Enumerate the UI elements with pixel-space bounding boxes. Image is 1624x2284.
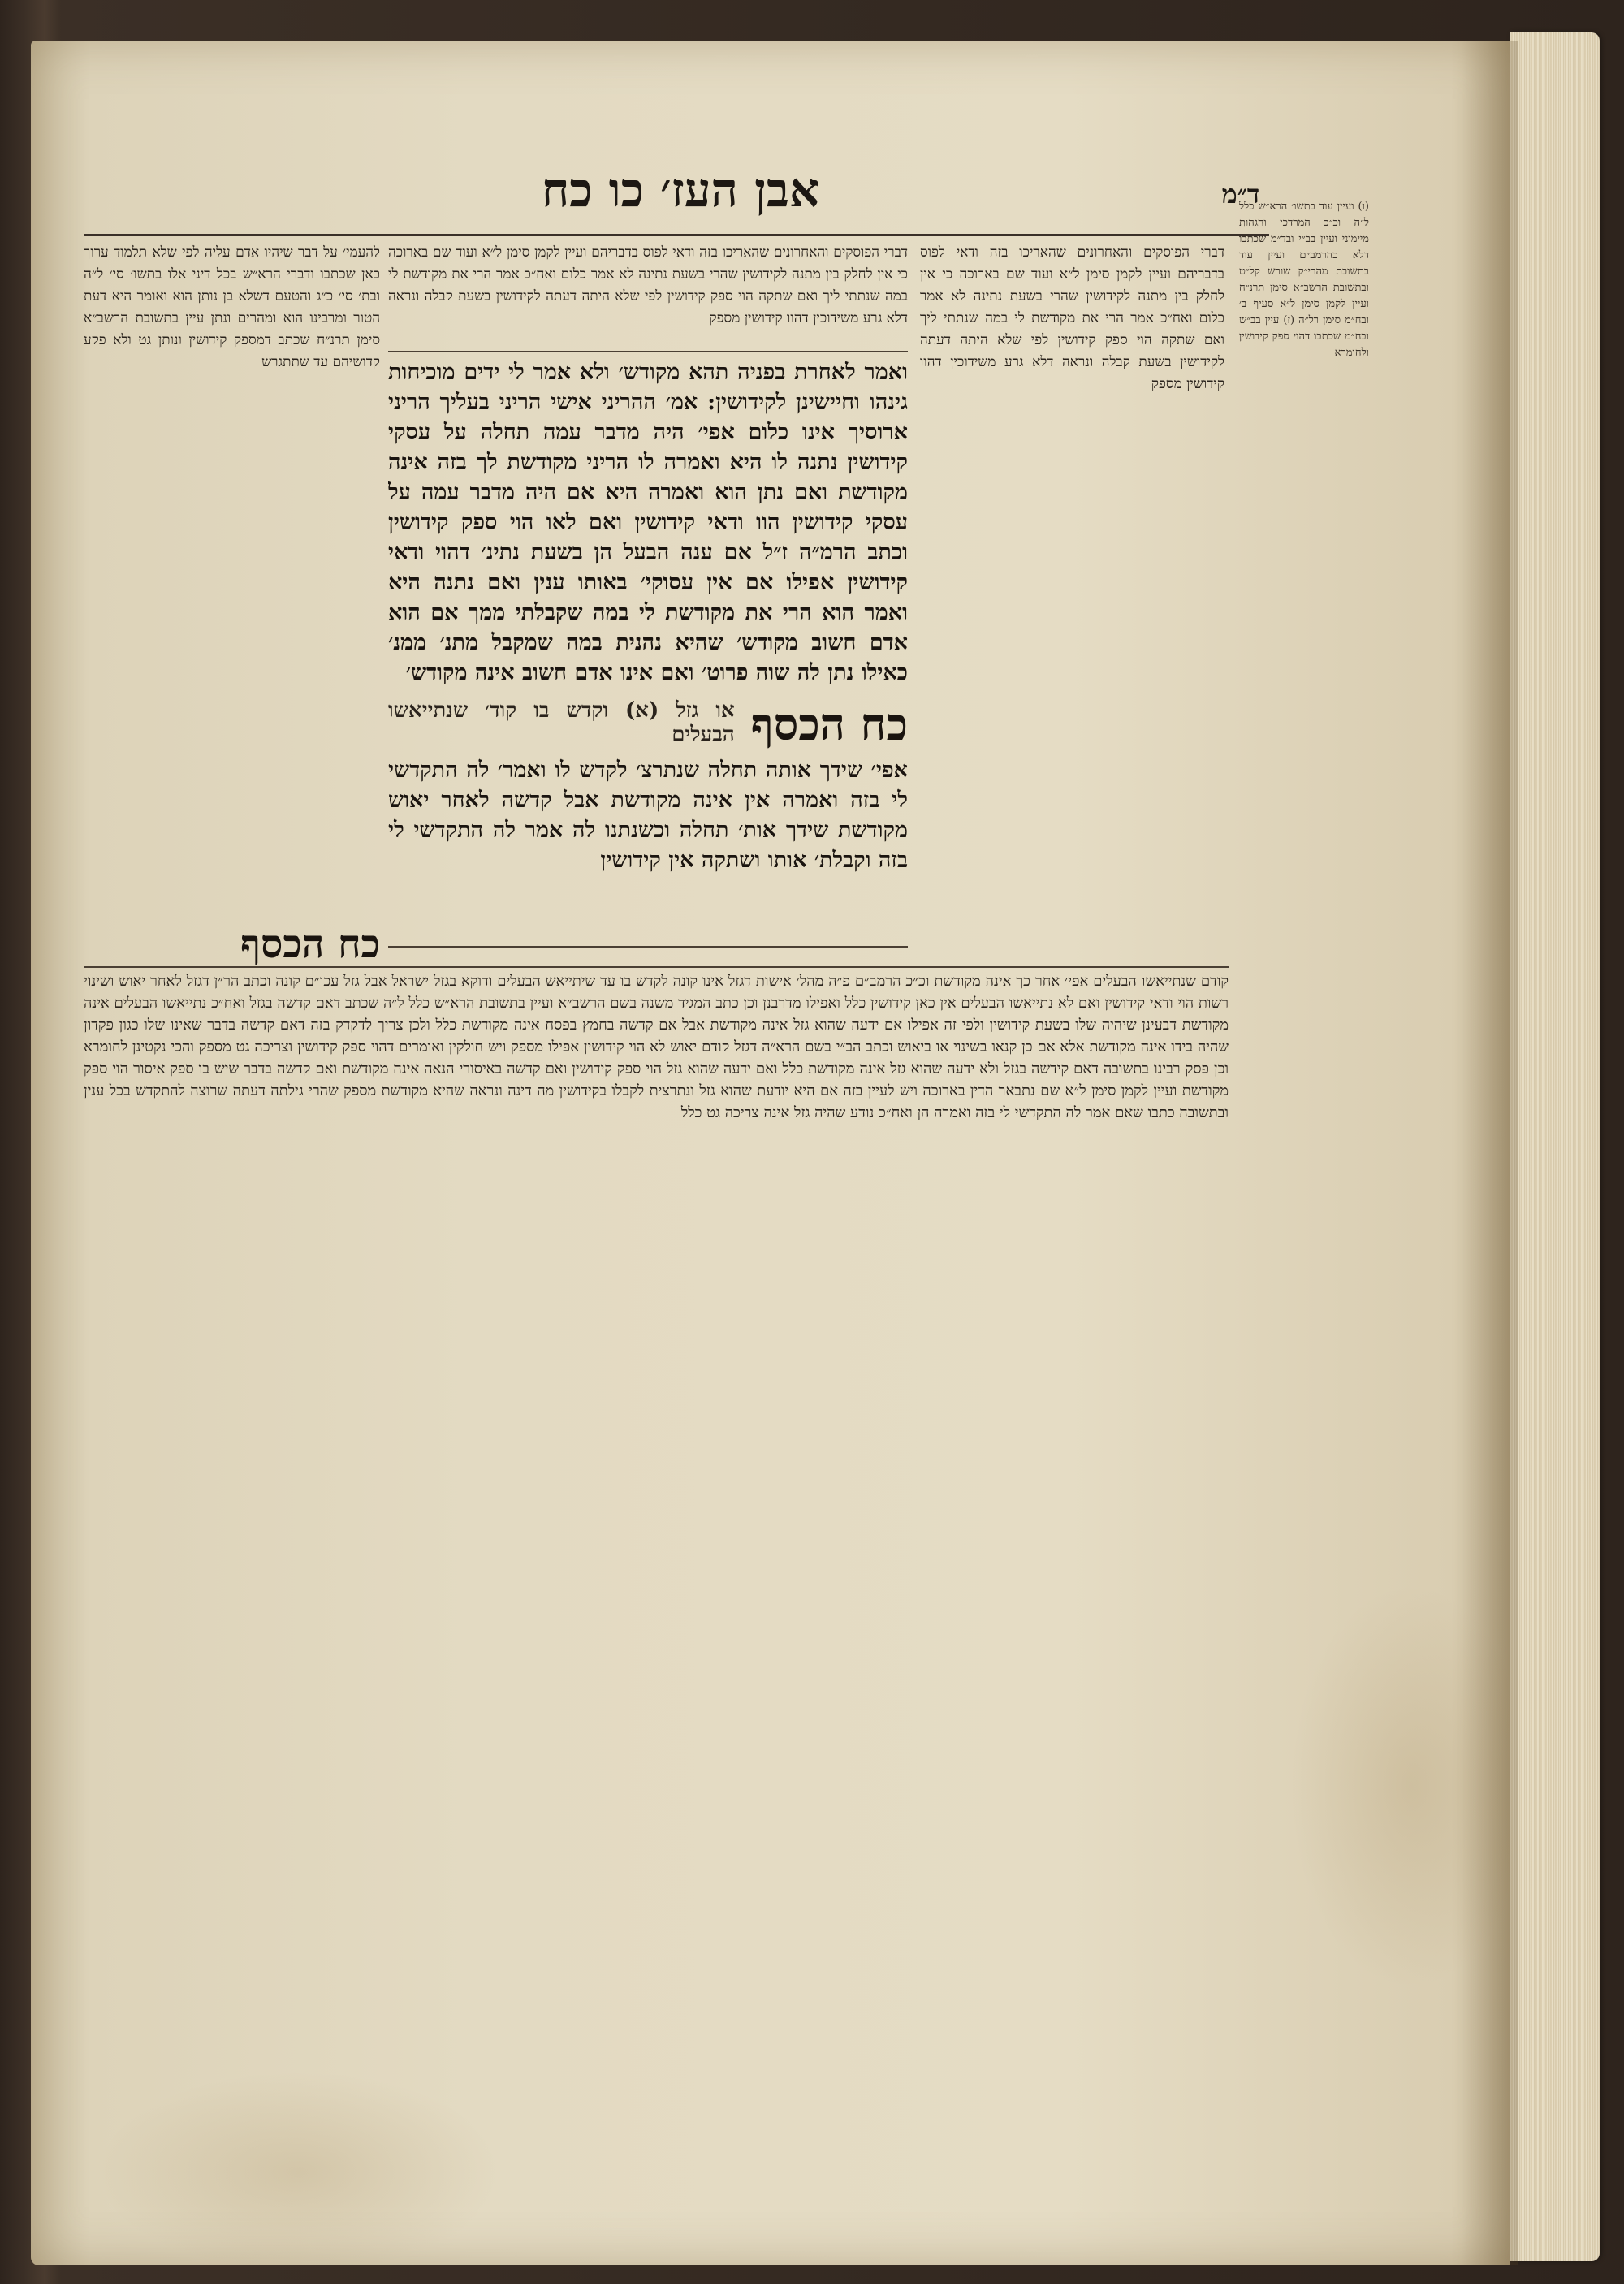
book-page [31,41,1510,2265]
header-rule [84,234,1269,236]
section-heading-block [388,698,908,752]
section-heading: כח הכסף [750,698,908,750]
divider [388,351,908,352]
commentary-left-column: להעמי׳ על דבר שיהיו אדם עליה לפי שלא תלמוד ערוך כאן שכתבו ודברי הרא״ש בכל דיני אלו בתשו׳ סי׳ ל״ה ובת׳ סי׳ כ״ג והטעם דשלא בן נותן הוא ואומר היא דעת הטור ומרבינו הוא ומהרים ונתן עיין בתשובת הרשב״א סימן תרנ״ח שכתב דמספק קידושין ונותן גט ולא פקע קדושיהם עד שתתגרש [84,244,380,370]
page-title: אבן העז׳ כו כח [541,162,820,218]
main-text-block: ואמר לאחרת בפניה תהא מקודש׳ ולא אמר לי ידים מוכיחות גינהו וחיישינן לקידושין: אמ׳ ההריני אישי הריני בעליך הריני ארוסיך אינו כלום אפי׳ היה מדבר עמה תחלה על עסקי קידושין נתנה לו היא ואמרה לו הריני מקודשת לך בזה אינה מקודשת ואם נתן הוא ואמרה היא אם היה מדבר עמה על עסקי קידושין הוו ודאי קידושין ואם לאו הוי ספק קידושין וכתב הרמ״ה ז״ל אם ענה הבעל הן בשעת נתינ׳ דהוי ודאי קידושין אפילו אם אין עסוקי׳ באותו ענין ואם נתנה היא ואמר הוא הרי את מקודשת לי במה שקבלתי ממך אם הוא אדם חשוב מקודש׳ שהיא נהנית במה שמקבל מתנ׳ ממנ׳ כאילו נתן לה שוה פרוט׳ ואם אינו אדם חשוב אינה מקודש׳ [388,360,908,685]
left-section-heading: כח הכסף [240,922,380,967]
spine-shadow [1462,41,1518,2265]
paper-stain [96,2070,502,2265]
section-body-text: אפי׳ שידך אותה תחלה שנתרצ׳ לקדש לו ואמר׳ לה התקדשי לי בזה ואמרה אין אינה מקודשת אבל קדשה לאחר יאוש מקודשת שידך אות׳ תחלה וכשנתנו לה אמר לה התקדשי לי בזה וקבלת׳ אותו ושתקה אין קידושין [388,758,908,873]
commentary-middle-top: דברי הפוסקים והאחרונים שהאריכו בזה ודאי לפוס בדבריהם ועיין לקמן סימן ל״א ועוד שם בארוכה כי אין לחלק בין מתנה לקידושין שהרי בשעת נתינה לא אמר כלום ואח״כ אמר הרי את מקודשת לי במה שנתתי ליך ואם שתקה הוי ספק קידושין לפי שלא היתה דעתה לקידושין בשעת קבלה ונראה דלא גרע משידוכין דהוו קידושין מספק [388,244,908,326]
divider [84,966,1229,968]
margin-notes-column: (ו) ועיין עוד בתשו׳ הרא״ש כלל ל״ה וכ״כ המרדכי והגהות מיימוני ועיין בב״י ובד״מ שכתבו דלא כהרמב״ם ועיין עוד בתשובת מהרי״ק שורש קל״ט ובתשובת הרשב״א סימן תרנ״ח ועיין לקמן סימן ל״א סעיף ב׳ ובח״מ סימן רל״ה (ז) עיין בב״ש ובח״מ שכתבו דהוי ספק קידושין ולחומרא [1239,201,1369,359]
divider [388,946,908,948]
left-section-heading-block [84,922,380,970]
page-edges [1510,32,1600,2261]
section-subheading: או גזל (א) וקדש בו קוד׳ שנתייאשו הבעלים [388,698,735,747]
commentary-right-column: דברי הפוסקים והאחרונים שהאריכו בזה ודאי לפוס בדבריהם ועיין לקמן סימן ל״א ועוד שם בארוכה כי אין לחלק בין מתנה לקידושין שהרי בשעת נתינה לא אמר כלום ואח״כ אמר הרי את מקודשת לי במה שנתתי ליך ואם שתקה הוי ספק קידושין לפי שלא היתה דעתה לקידושין בשעת קבלה ונראה דלא גרע משידוכין דהוו קידושין מספק [920,244,1224,392]
folio-number: ד״מ [1221,179,1260,209]
commentary-lower-block: קודם שנתייאשו הבעלים אפי׳ אחר כך אינה מקודשת וכ״כ הרמב״ם פ״ה מהל׳ אישות דגזל אינו קונה לקדש בו עד שיתייאש הבעלים ודוקא בגזל ישראל אבל גזל עכו״ם קונה וכתב הר״ן דגזל לאחר יאוש ושינוי רשות הוי ודאי קידושין ואם לא נתייאשו הבעלים אין כאן קידושין כלל ואפילו מדרבנן וכן כתב המגיד משנה בשם הרשב״א ועיין בתשובת הרא״ש כלל ל״ה שכתב דאם קדשה בגזל ואח״כ נתייאשו הבעלים אינה מקודשת דבעינן שיהיה שלו בשעת קידושין ולפי זה אפילו אם ידעה שהוא גזל אינה מקודשת אבל אם קדשה בחמץ בפסח אינה מקודשת כלל ולכן צריך לדקדק בזה דאם קדשה בדבר שאינו שלו כגון פקדון שהיה בידו אינה מקודשת אלא אם כן קנאו בשינוי או ביאוש וכתב הב״י בשם הרא״ה דגזל קודם יאוש לא הוי קידושין אפילו מספק ויש חולקין ואומרים דהוי ספק קידושין וצריכה גט מספק והכי נקטינן לחומרא וכן פסק רבינו בתשובה דאם קידשה בגזל ולא ידעה שהוא גזל אינה מקודשת כלל ואם ידעה שהוא גזל הוי ספק קידושין ואם קדשה באיסורי הנאה אינה מקודשת ואם קדשה בדבר שיש בו ספק איסור הוי ספק מקודשת ועיין לקמן סימן ל״א שם נתבאר הדין בארוכה ויש לעיין בזה אם היא יודעת שהוא גזל ונתרצית לקבלו בקידושין מה דינה ונראה שהיא מקודשת מספק שהרי גילתה דעתה שרוצה להתקדש בכל ענין ובתשובה כתבו שאם אמר לה התקדשי לי בזה ואמרה הן ואח״כ נודע שהיה גזל אינה צריכה גט כלל [84,973,1229,1121]
